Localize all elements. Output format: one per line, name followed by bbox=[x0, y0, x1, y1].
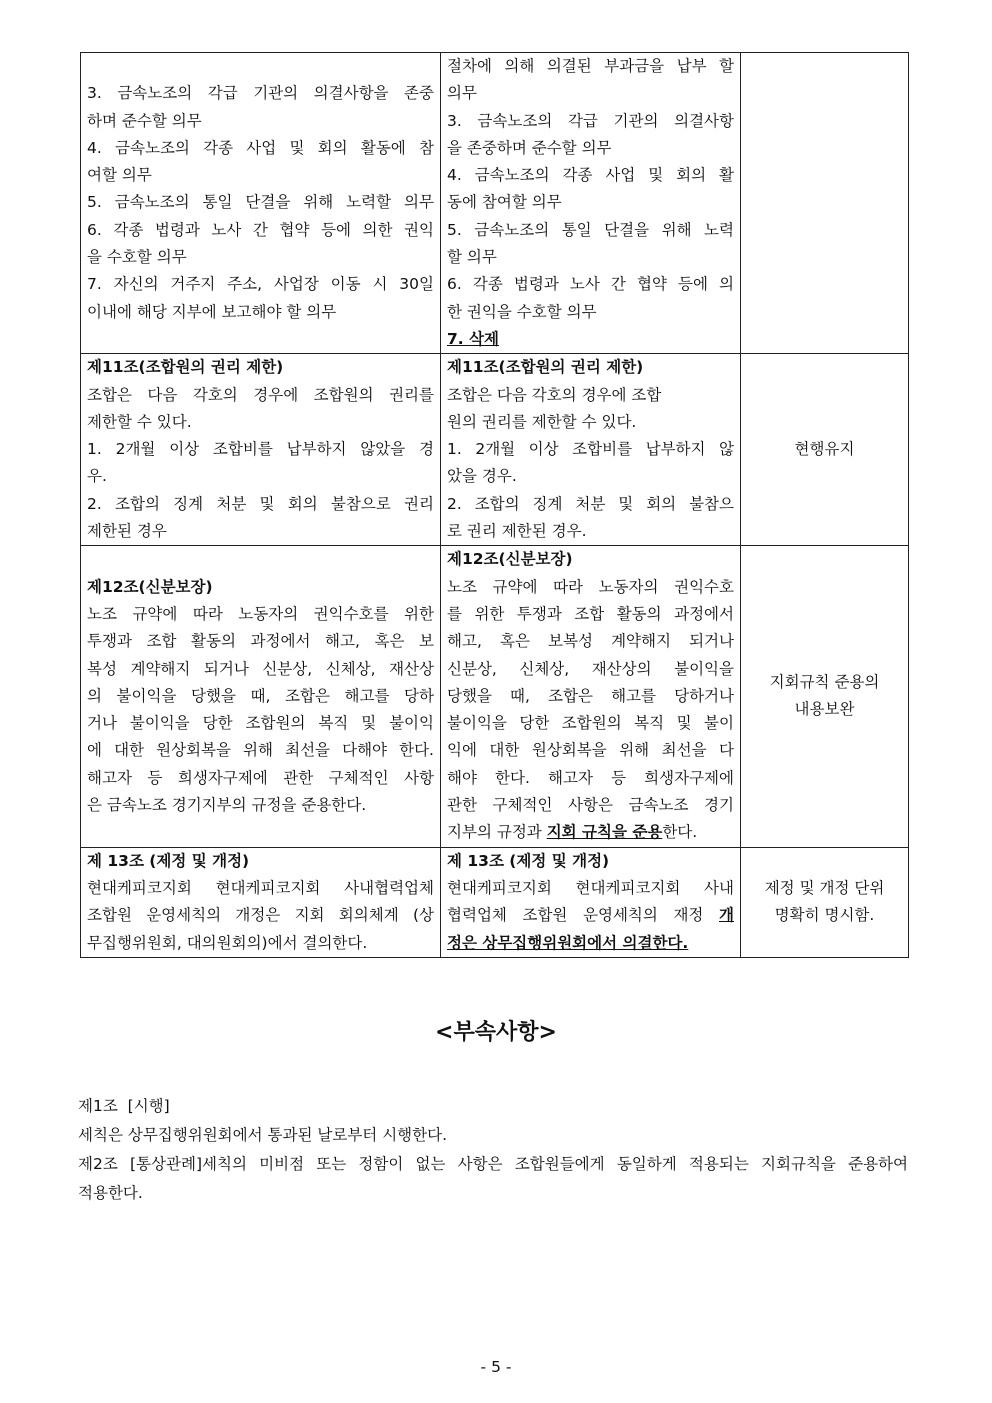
text-line: 신분상, 신체상, 재산상의 불이익을 bbox=[447, 659, 734, 678]
article-title: 제11조(조합원의 권리 제한) bbox=[87, 358, 284, 377]
note-text: 현행유지 bbox=[794, 440, 855, 459]
text-line: 3. 금속노조의 각급 기관의 의결사항 bbox=[447, 111, 734, 130]
text-line: 복성 계약해지 되거나 신분상, 신체상, 재산상 bbox=[87, 659, 434, 678]
text-line: 을 존중하며 준수할 의무 bbox=[447, 138, 612, 157]
new-text-cell bbox=[441, 546, 741, 847]
text-line: 았을 경우. bbox=[447, 467, 517, 486]
article-title: 제 13조 (제정 및 개정) bbox=[447, 851, 610, 870]
text-line: 해야 한다. 해고자 등 희생자구제에 bbox=[447, 768, 734, 787]
text-line: 노조 규약에 따라 노동자의 권익수호 bbox=[447, 577, 734, 596]
new-text-cell bbox=[441, 53, 741, 354]
note-text: 제정 및 개정 단위 bbox=[764, 878, 885, 897]
text-segment: 한다. bbox=[662, 823, 698, 842]
text-line bbox=[447, 819, 734, 846]
old-text-cell bbox=[81, 847, 441, 957]
table-row bbox=[81, 546, 909, 847]
text-line: 익에 대한 원상회복을 위해 최선을 다 bbox=[447, 741, 734, 760]
text-line: 7. 자신의 거주지 주소, 사업장 이동 시 30일 bbox=[87, 275, 434, 294]
text-line: 의 불이익을 당했을 때, 조합은 해고를 당하 bbox=[87, 686, 434, 705]
text-line: 5. 금속노조의 통일 단결을 위해 노력 bbox=[447, 220, 734, 239]
text-line: 현대케피코지회 현대케피코지회 사내 bbox=[447, 878, 734, 897]
appendix-title: <부속사항> bbox=[435, 1020, 557, 1045]
text-line: 3. 금속노조의 각급 기관의 의결사항을 존중 bbox=[87, 84, 434, 103]
appendix-line: 적용한다. bbox=[78, 1184, 143, 1202]
text-segment: 지부의 규정과 bbox=[447, 823, 547, 842]
appendix-line: 제1조 [시행] bbox=[78, 1097, 170, 1115]
text-line: 노조 규약에 따라 노동자의 권익수호를 위한 bbox=[87, 604, 434, 623]
note-cell bbox=[741, 354, 909, 546]
text-line: 로 권리 제한된 경우. bbox=[447, 522, 587, 541]
text-line: 조합원 운영세칙의 개정은 지회 회의체계 (상 bbox=[87, 906, 434, 925]
appendix-line: 제2조 [통상관례]세칙의 미비점 또는 정함이 없는 사항은 조합원들에게 동일하게 적용되는 지회규칙을 준용하여 bbox=[78, 1155, 908, 1173]
table-row bbox=[81, 354, 909, 546]
text-segment: 협력업체 조합원 운영세칙의 재정 bbox=[447, 906, 720, 925]
page-number: - 5 - bbox=[480, 1358, 512, 1376]
text-line: 당했을 때, 조합은 해고를 당하거나 bbox=[447, 686, 734, 705]
text-line: 5. 금속노조의 통일 단결을 위해 노력할 의무 bbox=[87, 193, 434, 212]
text-line: 2. 조합의 징계 처분 및 회의 불참으로 권리 bbox=[87, 494, 434, 513]
text-line: 불이익을 당한 조합원의 복직 및 불이 bbox=[447, 714, 734, 733]
text-line: 4. 금속노조의 각종 사업 및 회의 활동에 참 bbox=[87, 138, 434, 157]
amended-text: 지회 규칙을 준용 bbox=[546, 823, 663, 842]
old-text-cell bbox=[81, 354, 441, 546]
text-line: 제한할 수 있다. bbox=[87, 412, 192, 431]
text-line: 4. 금속노조의 각종 사업 및 회의 활 bbox=[447, 166, 734, 185]
text-line: 6. 각종 법령과 노사 간 협약 등에 의 bbox=[447, 275, 734, 294]
text-line: 여할 의무 bbox=[87, 166, 152, 185]
text-line: 의무 bbox=[447, 84, 477, 103]
amended-text: 정은 상무집행위원회에서 의결한다. bbox=[447, 933, 689, 952]
table-row bbox=[81, 53, 909, 354]
text-line: 해고자 등 희생자구제에 관한 구체적인 사항 bbox=[87, 768, 434, 787]
text-line: 조합은 다음 각호의 경우에 조합 bbox=[447, 385, 662, 404]
appendix-line: 세칙은 상무집행위원회에서 통과된 날로부터 시행한다. bbox=[78, 1126, 448, 1144]
text-line: 동에 참여할 의무 bbox=[447, 193, 562, 212]
text-line: 를 위한 투쟁과 조합 활동의 과정에서 bbox=[447, 604, 734, 623]
text-line: 현대케피코지회 현대케피코지회 사내협력업체 bbox=[87, 878, 434, 897]
old-text-cell bbox=[81, 53, 441, 354]
text-line: 해고, 혹은 보복성 계약해지 되거나 bbox=[447, 632, 734, 651]
new-text-cell bbox=[441, 354, 741, 546]
text-line: 조합은 다음 각호의 경우에 조합원의 권리를 bbox=[87, 385, 434, 404]
text-line: 1. 2개월 이상 조합비를 납부하지 않 bbox=[447, 440, 734, 459]
text-line: 2. 조합의 징계 처분 및 회의 불참으 bbox=[447, 494, 734, 513]
text-line: 1. 2개월 이상 조합비를 납부하지 않았을 경 bbox=[87, 440, 434, 459]
text-line: 관한 구체적인 사항은 금속노조 경기 bbox=[447, 796, 734, 815]
text-line: 에 대한 원상회복을 위해 최선을 다해야 한다. bbox=[87, 741, 434, 760]
text-line: 우. bbox=[87, 467, 107, 486]
deleted-item: 7. 삭제 bbox=[447, 329, 500, 348]
old-text-cell bbox=[81, 546, 441, 847]
text-line: 하며 준수할 의무 bbox=[87, 111, 202, 130]
note-cell bbox=[741, 546, 909, 847]
note-text: 내용보완 bbox=[794, 700, 855, 719]
text-line: 은 금속노조 경기지부의 규정을 준용한다. bbox=[87, 796, 367, 815]
amended-text: 개 bbox=[719, 906, 734, 925]
article-title: 제12조(신분보장) bbox=[447, 550, 573, 569]
text-line: 을 수호할 의무 bbox=[87, 248, 187, 267]
text-line: 절차에 의해 의결된 부과금을 납부 할 bbox=[447, 57, 734, 75]
text-line: 거나 불이익을 당한 조합원의 복직 및 불이익 bbox=[87, 714, 434, 733]
comparison-table bbox=[80, 52, 909, 958]
text-line: 투쟁과 조합 활동의 과정에서 해고, 혹은 보 bbox=[87, 632, 434, 651]
note-text: 명확히 명시함. bbox=[774, 906, 875, 925]
text-line: 제한된 경우 bbox=[87, 522, 167, 541]
text-line: 이내에 해당 지부에 보고해야 할 의무 bbox=[87, 302, 337, 321]
article-title: 제 13조 (제정 및 개정) bbox=[87, 851, 250, 870]
article-title: 제12조(신분보장) bbox=[87, 577, 213, 596]
text-line: 무집행위원회, 대의원회의)에서 결의한다. bbox=[87, 933, 368, 952]
text-line: 원의 권리를 제한할 수 있다. bbox=[447, 412, 637, 431]
new-text-cell bbox=[441, 847, 741, 957]
article-title: 제11조(조합원의 권리 제한) bbox=[447, 358, 644, 377]
note-cell bbox=[741, 53, 909, 354]
note-text: 지회규칙 준용의 bbox=[769, 673, 880, 692]
note-cell bbox=[741, 847, 909, 957]
text-line: 6. 각종 법령과 노사 간 협약 등에 의한 권익 bbox=[87, 220, 434, 239]
text-line: 할 의무 bbox=[447, 248, 497, 267]
table-row bbox=[81, 847, 909, 957]
text-line bbox=[447, 902, 734, 929]
text-line: 한 권익을 수호할 의무 bbox=[447, 302, 597, 321]
appendix-body bbox=[78, 1092, 908, 1208]
